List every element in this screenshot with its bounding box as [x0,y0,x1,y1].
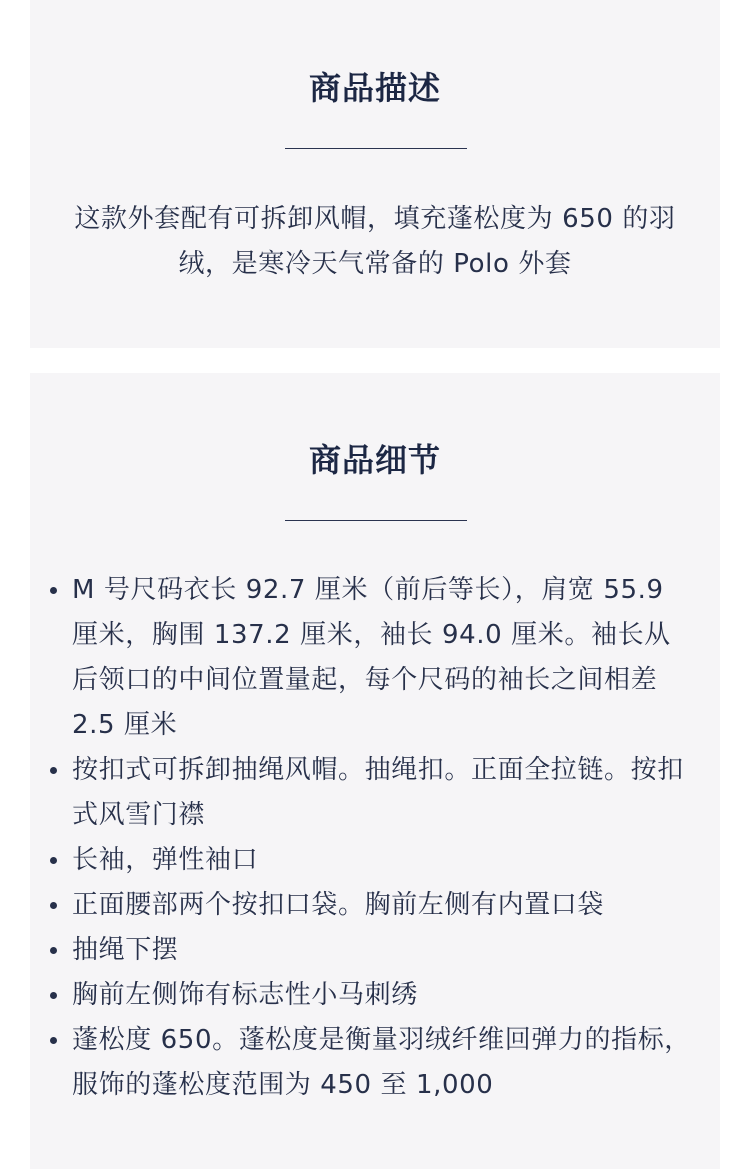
list-item [72,973,694,1018]
bullet-dot-icon [50,947,57,954]
list-item [72,928,694,973]
title-divider [285,520,467,521]
product-description-text: 这款外套配有可拆卸风帽，填充蓬松度为 650 的羽绒，是寒冷天气常备的 Polo 外套 [74,204,676,279]
list-item-text: 抽绳下摆 [72,935,179,965]
list-item-text: 蓬松度 650。蓬松度是衡量羽绒纤维回弹力的指标，服饰的蓬松度范围为 450 至 1,000 [72,1025,691,1100]
list-item-text: 胸前左侧饰有标志性小马刺绣 [72,980,418,1010]
list-item [72,883,694,928]
list-item-text: M 号尺码衣长 92.7 厘米（前后等长），肩宽 55.9 厘米，胸围 137.2 厘米，袖长 94.0 厘米。袖长从后领口的中间位置量起，每个尺码的袖长之间相差 2.5 厘米 [72,575,671,740]
list-item [72,838,694,883]
title-divider [285,148,467,149]
product-details-title: 商品细节 [308,441,441,479]
bullet-dot-icon [50,587,57,594]
list-item [72,1018,694,1108]
list-item [72,568,694,748]
bullet-dot-icon [50,1037,57,1044]
product-description-card [30,0,720,348]
product-details-list [72,568,694,1108]
product-details-card [30,373,720,1169]
list-item-text: 按扣式可拆卸抽绳风帽。抽绳扣。正面全拉链。按扣式风雪门襟 [72,755,684,830]
list-item-text: 正面腰部两个按扣口袋。胸前左侧有内置口袋 [72,890,605,920]
bullet-dot-icon [50,767,57,774]
bullet-dot-icon [50,992,57,999]
list-item-text: 长袖，弹性袖口 [72,845,259,875]
list-item [72,748,694,838]
product-description-title: 商品描述 [308,69,441,107]
bullet-dot-icon [50,857,57,864]
bullet-dot-icon [50,902,57,909]
